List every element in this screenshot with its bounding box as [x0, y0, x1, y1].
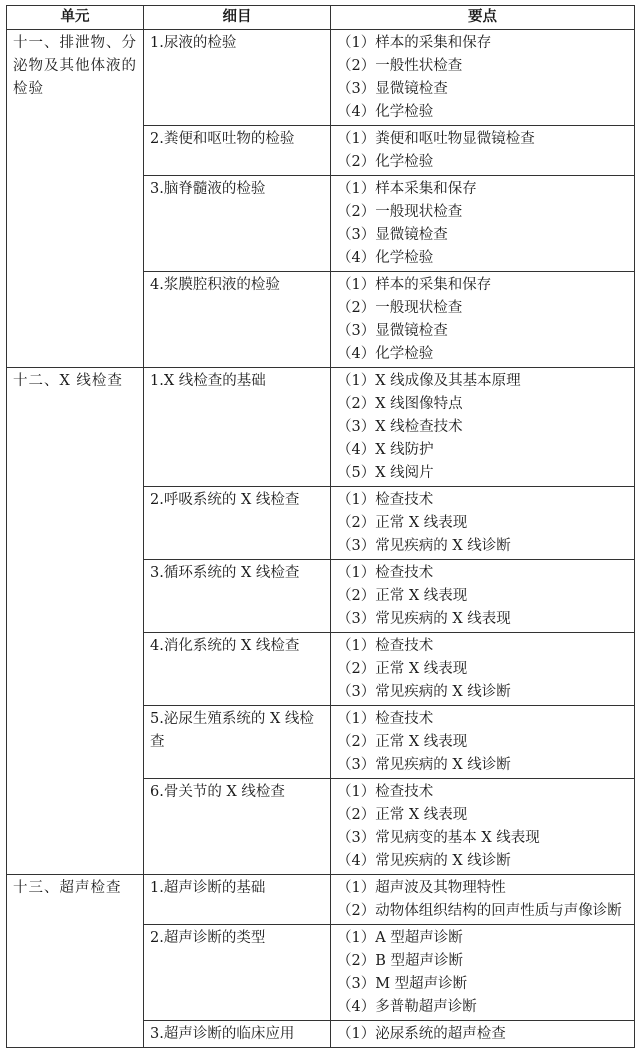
header-row — [7, 6, 635, 30]
point-item: （3）常见疾病的 X 线诊断 — [337, 757, 511, 773]
subunit-cell: 3.循环系统的 X 线检查 — [144, 560, 331, 633]
point-item: （2）正常 X 线表现 — [337, 734, 468, 750]
points-cell — [331, 126, 635, 176]
point-item: （4）常见疾病的 X 线诊断 — [337, 853, 511, 869]
point-item: （2）B 型超声诊断 — [337, 953, 463, 969]
points-cell — [331, 560, 635, 633]
points-cell — [331, 633, 635, 706]
point-item: （1）检查技术 — [337, 784, 434, 800]
point-item: （3）常见病变的基本 X 线表现 — [337, 830, 540, 846]
point-item: （3）显微镜检查 — [337, 81, 448, 97]
points-cell — [331, 176, 635, 272]
point-item: （1）A 型超声诊断 — [337, 930, 463, 946]
subunit-cell: 6.骨关节的 X 线检查 — [144, 779, 331, 875]
subunit-cell: 1.尿液的检验 — [144, 30, 331, 126]
subunit-cell: 1.X 线检查的基础 — [144, 368, 331, 487]
point-item: （1）检查技术 — [337, 638, 434, 654]
subunit-cell: 2.超声诊断的类型 — [144, 925, 331, 1021]
subunit-cell: 5.泌尿生殖系统的 X 线检查 — [144, 706, 331, 779]
point-item: （3）显微镜检查 — [337, 323, 448, 339]
subunit-cell: 3.脑脊髓液的检验 — [144, 176, 331, 272]
table-row — [7, 30, 635, 126]
table-row — [7, 875, 635, 925]
subunit-cell: 1.超声诊断的基础 — [144, 875, 331, 925]
point-item: （2）一般现状检查 — [337, 300, 463, 316]
unit-cell: 十二、X 线检查 — [7, 368, 144, 875]
point-item: （3）常见疾病的 X 线表现 — [337, 611, 511, 627]
point-item: （1）样本的采集和保存 — [337, 35, 492, 51]
point-item: （3）常见疾病的 X 线诊断 — [337, 538, 511, 554]
subunit-cell: 4.消化系统的 X 线检查 — [144, 633, 331, 706]
point-item: （1）超声波及其物理特性 — [337, 880, 506, 896]
point-item: （3）显微镜检查 — [337, 227, 448, 243]
point-item: （2）正常 X 线表现 — [337, 807, 468, 823]
points-cell — [331, 1021, 635, 1048]
point-item: （4）多普勒超声诊断 — [337, 999, 477, 1015]
subunit-cell: 2.呼吸系统的 X 线检查 — [144, 487, 331, 560]
points-cell — [331, 779, 635, 875]
point-item: （2）一般性状检查 — [337, 58, 463, 74]
point-item: （4）化学检验 — [337, 346, 434, 362]
points-cell — [331, 875, 635, 925]
point-item: （2）正常 X 线表现 — [337, 588, 468, 604]
point-item: （2）正常 X 线表现 — [337, 661, 468, 677]
point-item: （2）动物体组织结构的回声性质与声像诊断 — [337, 903, 622, 919]
header-subunit: 细目 — [144, 6, 331, 30]
point-item: （2）化学检验 — [337, 154, 434, 170]
point-item: （5）X 线阅片 — [337, 465, 434, 481]
point-item: （4）X 线防护 — [337, 442, 434, 458]
point-item: （1）粪便和呕吐物显微镜检查 — [337, 131, 535, 147]
point-item: （4）化学检验 — [337, 250, 434, 266]
point-item: （2）正常 X 线表现 — [337, 515, 468, 531]
subunit-cell: 4.浆膜腔积液的检验 — [144, 272, 331, 368]
point-item: （1）泌尿系统的超声检查 — [337, 1026, 506, 1042]
header-points: 要点 — [331, 6, 635, 30]
point-item: （3）X 线检查技术 — [337, 419, 463, 435]
points-cell — [331, 487, 635, 560]
syllabus-table — [6, 5, 635, 1048]
point-item: （1）检查技术 — [337, 711, 434, 727]
points-cell — [331, 272, 635, 368]
point-item: （2）X 线图像特点 — [337, 396, 463, 412]
subunit-cell: 3.超声诊断的临床应用 — [144, 1021, 331, 1048]
point-item: （1）样本的采集和保存 — [337, 277, 492, 293]
points-cell — [331, 368, 635, 487]
subunit-cell: 2.粪便和呕吐物的检验 — [144, 126, 331, 176]
point-item: （1）X 线成像及其基本原理 — [337, 373, 521, 389]
point-item: （1）检查技术 — [337, 565, 434, 581]
points-cell — [331, 30, 635, 126]
point-item: （3）常见疾病的 X 线诊断 — [337, 684, 511, 700]
point-item: （2）一般现状检查 — [337, 204, 463, 220]
header-unit: 单元 — [7, 6, 144, 30]
point-item: （1）检查技术 — [337, 492, 434, 508]
point-item: （3）M 型超声诊断 — [337, 976, 468, 992]
point-item: （4）化学检验 — [337, 104, 434, 120]
table-row — [7, 368, 635, 487]
point-item: （1）样本采集和保存 — [337, 181, 477, 197]
points-cell — [331, 925, 635, 1021]
unit-cell: 十三、超声检查 — [7, 875, 144, 1048]
unit-cell: 十一、排泄物、分泌物及其他体液的检验 — [7, 30, 144, 368]
points-cell — [331, 706, 635, 779]
